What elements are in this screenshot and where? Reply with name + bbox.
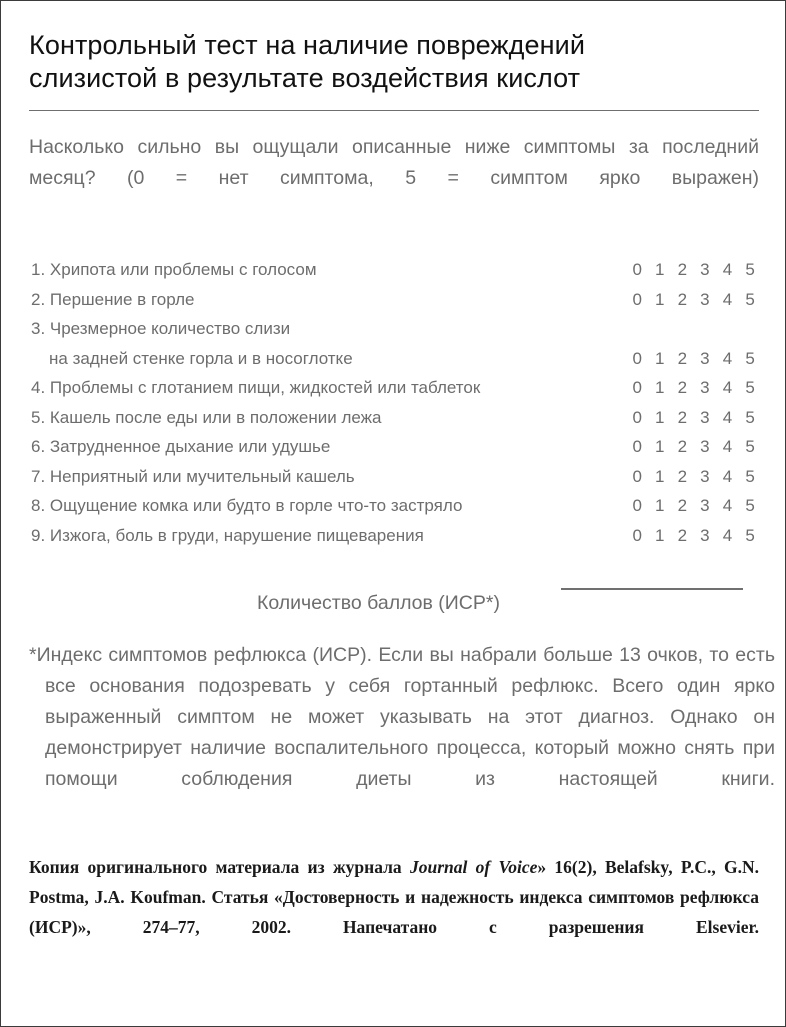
symptom-row — [29, 373, 759, 403]
symptom-row — [29, 491, 759, 521]
symptom-row — [29, 255, 759, 285]
symptom-number-and-text: 2. Першение в горле — [31, 289, 195, 309]
title-divider — [29, 110, 759, 111]
rating-scale[interactable]: 0 1 2 3 4 5 — [632, 496, 759, 515]
symptom-number-and-text: 4. Проблемы с глотанием пищи, жидкостей или таблеток — [31, 378, 481, 397]
symptom-number-and-text: 8. Ощущение комка или будто в горле что-то застряло — [31, 496, 463, 515]
rating-scale[interactable]: 0 1 2 3 4 5 — [632, 466, 759, 486]
symptom-row — [29, 521, 759, 551]
symptom-label — [29, 314, 353, 373]
symptom-number-and-text: 1. Хрипота или проблемы с голосом — [31, 260, 317, 279]
symptom-label — [29, 462, 355, 492]
symptom-row — [29, 403, 759, 433]
rating-scale[interactable]: 0 1 2 3 4 5 — [632, 260, 759, 279]
symptom-list — [29, 255, 759, 550]
symptom-number-and-text: 7. Неприятный или мучительный кашель — [31, 466, 355, 486]
symptom-number-and-text: 5. Кашель после еды или в положении лежа — [31, 407, 382, 427]
symptom-label — [29, 432, 330, 462]
symptom-row — [29, 432, 759, 462]
citation-paragraph — [29, 852, 759, 972]
symptom-row — [29, 462, 759, 492]
symptom-label — [29, 373, 480, 403]
symptom-label — [29, 491, 462, 521]
symptom-row — [29, 285, 759, 315]
score-input-rule[interactable] — [561, 588, 743, 590]
score-area — [29, 576, 759, 622]
rating-scale[interactable]: 0 1 2 3 4 5 — [632, 437, 759, 456]
symptom-text-continuation: на задней стенке горла и в носоглотке — [49, 348, 353, 368]
page-content — [1, 1, 785, 1026]
page-title: Контрольный тест на наличие повреждений слизистой в результате воздействия кислот — [29, 30, 586, 93]
symptom-row — [29, 314, 759, 373]
footnote-paragraph: *Индекс симптомов рефлюкса (ИСР). Если вы набрали больше 13 очков, то есть все основания подозревать у себя гортанный рефлюкс. Всего один ярко выраженный симптом не может указывать на этот диагноз. Однако он демонстрирует наличие воспалительного процесса, который можно снять при помощи соблюдения диеты из настоящей книги. — [29, 644, 775, 790]
rating-scale[interactable]: 0 1 2 3 4 5 — [632, 348, 759, 368]
symptom-number-and-text: 3. Чрезмерное количество слизи — [31, 319, 291, 338]
symptom-label — [29, 403, 381, 433]
citation-part-2: » 16(2), Belafsky, P.C., G.N. Postma, J.A. Koufman. Статья «Достоверность и надежность индекса симптомов рефлюкса (ИСР)», 274–77, 2002. Напечатано с разрешения Elsevier. — [29, 857, 759, 937]
rating-scale[interactable]: 0 1 2 3 4 5 — [632, 289, 759, 309]
rating-scale[interactable]: 0 1 2 3 4 5 — [632, 407, 759, 427]
instructions-paragraph: Насколько сильно вы ощущали описанные ниже симптомы за последний месяц? (0 = нет симптома, 5 = симптом ярко выражен) — [29, 136, 759, 189]
symptom-number-and-text: 6. Затрудненное дыхание или удушье — [31, 437, 331, 456]
citation-part-1: Копия оригинального материала из журнала — [29, 857, 410, 877]
rating-scale[interactable]: 0 1 2 3 4 5 — [632, 378, 759, 397]
symptom-number-and-text: 9. Изжога, боль в груди, нарушение пищеварения — [31, 525, 424, 545]
symptom-label — [29, 285, 194, 315]
rating-scale[interactable]: 0 1 2 3 4 5 — [632, 525, 759, 545]
score-label: Количество баллов (ИСР*) — [257, 592, 500, 614]
citation-journal-name: Journal of Voice — [409, 857, 538, 877]
symptom-label — [29, 255, 317, 285]
symptom-label — [29, 521, 424, 551]
